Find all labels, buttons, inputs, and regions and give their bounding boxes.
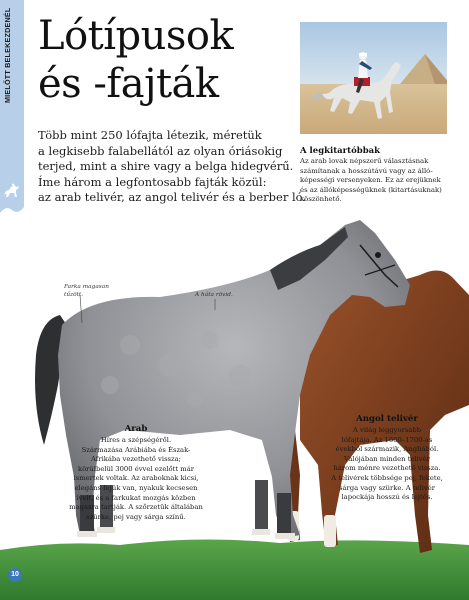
photo-caption [300,146,450,205]
arab-text [30,436,242,522]
thoroughbred-line: A világ leggyorsabb [352,426,422,434]
arab-line: körülbelül 3000 évvel ezelőtt már [77,464,195,473]
caption-line: és az állóképességüknek (kitartásuknak) [300,185,442,194]
arab-line: Afrikába vezethető vissza; [91,455,181,464]
tail-annotation-line: Farka magasan [64,284,109,290]
caption-line: Az arab lovak népszerű választásnak [300,157,429,165]
thoroughbred-line: évekből származik, Angliából. [335,445,439,454]
thoroughbred-line: lófajtája. Az 1600–1700-as [341,435,433,444]
tail-annotation [64,284,114,299]
arab-line: elegáns fejük van, nyakuk kecsesen [74,483,198,492]
page-title [38,12,298,108]
arab-line: magasra tartják. A szőrzetük általában [69,503,203,512]
photo-caption-text [300,157,450,205]
arab-line: Származása Arábiába és Észak- [81,445,191,454]
thoroughbred-line: A telivérek többsége pej, fekete, [331,473,443,482]
thoroughbred-line: három ménre vezethető vissza. [333,464,441,473]
tail-annotation-line: tűzött. [64,291,84,298]
page-number: 10 [8,568,22,582]
title-line-1: Lótípusok [38,13,234,59]
intro-line: az arab telivér, az angol telivér és a berber ló. [38,190,307,205]
intro-line: terjed, mint a shire vagy a belga hidegvérű. [38,159,294,174]
thoroughbred-line: sárga vagy szürke. A telivér [338,483,436,492]
horse-rider-icon [2,183,22,199]
back-annotation: A háta rövid. [195,292,233,298]
thoroughbred-line: Valójában minden telivér [344,454,430,463]
arab-line: Híres a szépségéről. [100,436,172,444]
intro-line: a legkisebb falabellától az olyan óriásokig [38,143,283,158]
arab-description [30,424,242,522]
thoroughbred-description [322,414,452,503]
thoroughbred-title: Angol telivér [356,414,418,424]
thoroughbred-text [322,426,452,503]
thoroughbred-line: lapockája hosszú és lejtős. [341,493,433,502]
caption-line: képességi versenyeken. Ez az erejüknek [300,176,441,185]
arab-title: Arab [124,424,148,434]
arab-line: szürke, pej vagy sárga színű. [86,512,186,521]
tab-wave-decoration [0,205,24,215]
arab-line: ismertek voltak. Az araboknak kicsi, [73,474,199,483]
intro-paragraph [38,128,308,206]
arab-line: ívelt, és a farkukat mozgás közben [76,493,196,502]
intro-line: Íme három a legfontosabb fajták közül: [38,174,267,189]
endurance-rider-photo [300,22,447,134]
section-label: MIELŐTT BELEKEZDENÉL [3,8,12,104]
horses-illustration [0,215,469,600]
intro-line: Több mint 250 lófajta létezik, méretük [38,128,262,142]
caption-line: köszönhető. [300,195,342,204]
section-side-tab [0,0,24,205]
photo-caption-title: A legkitartóbbak [300,146,381,156]
title-line-2: és -fajták [38,61,219,107]
caption-line: számítanak a hosszútávú vagy az álló- [300,166,433,175]
